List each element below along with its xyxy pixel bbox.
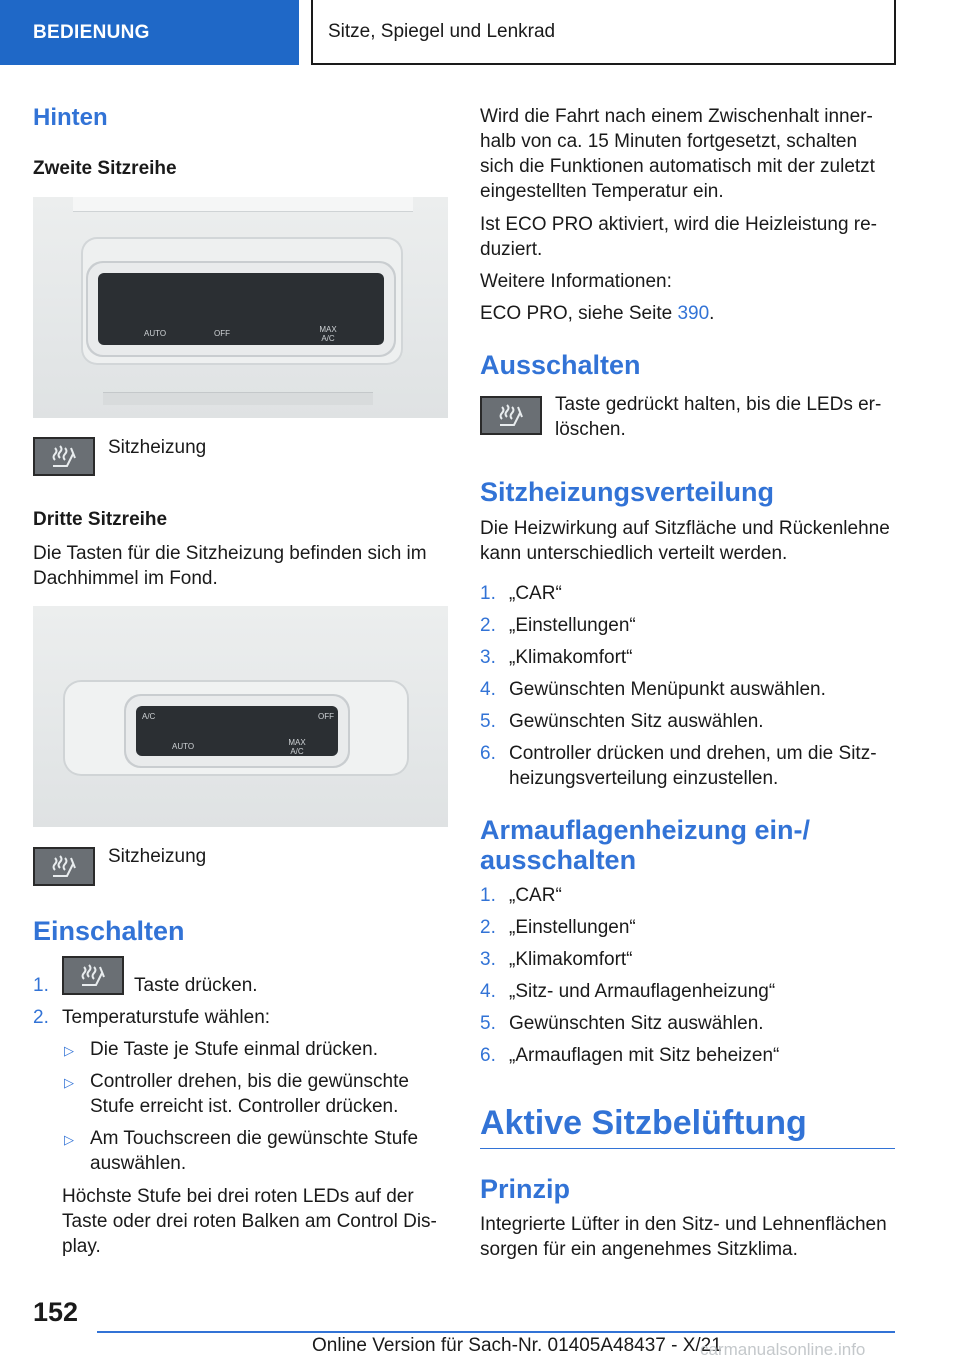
subheading-zweite-sitzreihe: Zweite Sitzreihe	[33, 158, 177, 179]
step-text: „Einstellungen“	[509, 615, 636, 636]
intro-line2: halb von ca. 15 Minuten fortgesetzt, schalten	[480, 131, 858, 152]
step-number: 5.	[480, 711, 496, 732]
step-number: 2.	[480, 917, 496, 938]
verteilung-line1: Die Heizwirkung auf Sitzfläche und Rückenlehne	[480, 518, 890, 539]
panel2-label-off: OFF	[318, 712, 334, 721]
page-number: 152	[33, 1297, 79, 1327]
step-text: Controller drücken und drehen, um die Sitz-	[509, 743, 877, 764]
heading-armauflagenheizung-line2: ausschalten	[480, 845, 637, 875]
seat-heating-icon	[62, 956, 124, 995]
seat-heating-icon	[33, 437, 95, 476]
step1-text: Taste drücken.	[134, 975, 258, 996]
page-link-390[interactable]: 390	[677, 303, 710, 324]
step-text: „Klimakomfort“	[509, 647, 633, 668]
online-version: Online Version für Sach-Nr. 01405A48437 - X/21	[312, 1335, 722, 1356]
chapter-title: Sitze, Spiegel und Lenkrad	[311, 0, 896, 65]
note-line3: play.	[62, 1236, 101, 1257]
caption-sitzheizung-2: Sitzheizung	[108, 846, 207, 867]
note-line1: Höchste Stufe bei drei roten LEDs auf der	[62, 1186, 414, 1207]
step-number: 1.	[480, 583, 496, 604]
heading-underline	[480, 1148, 895, 1149]
aus-line1: Taste gedrückt halten, bis die LEDs er-	[555, 394, 882, 415]
intro-line3: sich die Funktionen automatisch mit der zuletzt	[480, 156, 875, 177]
step-number: 5.	[480, 1013, 496, 1034]
verteilung-line2: kann unterschiedlich verteilt werden.	[480, 543, 788, 564]
step-number: 6.	[480, 743, 496, 764]
watermark: carmanualsonline.info	[700, 1340, 866, 1359]
footer-rule	[97, 1331, 895, 1333]
intro-line1: Wird die Fahrt nach einem Zwischenhalt inner-	[480, 106, 873, 127]
photo-second-row-panel	[33, 197, 448, 418]
step-text: „Einstellungen“	[509, 917, 636, 938]
aus-line2: löschen.	[555, 419, 626, 440]
bullet-triangle-icon: ▷	[64, 1075, 74, 1090]
step-text: „CAR“	[509, 583, 562, 604]
step-text: Gewünschten Menüpunkt auswählen.	[509, 679, 826, 700]
seat-heating-icon	[33, 847, 95, 886]
heading-einschalten: Einschalten	[33, 916, 185, 946]
step-text: heizungsverteilung einzustellen.	[509, 768, 779, 789]
eco-line1: Ist ECO PRO aktiviert, wird die Heizleistung re-	[480, 214, 878, 235]
bullet-2-line2: Stufe erreicht ist. Controller drücken.	[90, 1096, 399, 1117]
dritte-text-line1: Die Tasten für die Sitzheizung befinden sich im	[33, 543, 427, 564]
step-number: 3.	[480, 647, 496, 668]
dritte-text-line2: Dachhimmel im Fond.	[33, 568, 218, 589]
heading-ausschalten: Ausschalten	[480, 350, 641, 380]
step-number: 2.	[33, 1007, 49, 1028]
panel2-label-auto: AUTO	[172, 742, 195, 751]
section-tab: BEDIENUNG	[0, 0, 299, 65]
prinzip-line2: sorgen für ein angenehmes Sitzklima.	[480, 1239, 798, 1260]
seat-heating-icon	[480, 396, 542, 435]
panel1-label-off: OFF	[214, 329, 230, 338]
bullet-3-line2: auswählen.	[90, 1153, 187, 1174]
panel1-label-max-ac: MAX A/C	[319, 325, 337, 343]
heading-hinten: Hinten	[33, 104, 108, 131]
eco-ref-text: ECO PRO, siehe Seite	[480, 303, 678, 324]
step-text: Gewünschten Sitz auswählen.	[509, 1013, 764, 1034]
climate-panel-second-row	[98, 273, 384, 345]
more-info: Weitere Informationen:	[480, 271, 672, 292]
step-text: „Sitz- und Armauflagenheizung“	[509, 981, 776, 1002]
step-text: „Armauflagen mit Sitz beheizen“	[509, 1045, 780, 1066]
intro-line4: eingestellten Temperatur ein.	[480, 181, 724, 202]
bullet-2-line1: Controller drehen, bis die gewünschte	[90, 1071, 409, 1092]
bullet-3-line1: Am Touchscreen die gewünschte Stufe	[90, 1128, 419, 1149]
eco-reference	[480, 301, 714, 327]
heading-aktive-sitzbelueftung: Aktive Sitzbelüftung	[480, 1104, 807, 1142]
heading-sitzheizungsverteilung: Sitzheizungsverteilung	[480, 477, 775, 507]
photo-third-row-panel	[33, 606, 448, 827]
bullet-triangle-icon: ▷	[64, 1043, 74, 1058]
note-line2: Taste oder drei roten Balken am Control Dis-	[62, 1211, 437, 1232]
eco-ref-end: .	[709, 303, 715, 324]
panel2-label-ac: A/C	[142, 712, 156, 721]
step-number: 4.	[480, 981, 496, 1002]
caption-sitzheizung-1: Sitzheizung	[108, 437, 207, 458]
climate-panel-third-row	[136, 706, 338, 756]
step-number: 6.	[480, 1045, 496, 1066]
step-text: Gewünschten Sitz auswählen.	[509, 711, 764, 732]
step-text: „Klimakomfort“	[509, 949, 633, 970]
bullet-triangle-icon: ▷	[64, 1132, 74, 1147]
prinzip-line1: Integrierte Lüfter in den Sitz- und Lehnenflächen	[480, 1214, 887, 1235]
step2-text: Temperaturstufe wählen:	[62, 1007, 271, 1028]
step-number: 1.	[33, 975, 49, 996]
heading-armauflagenheizung-line1: Armauflagenheizung ein-/	[480, 815, 811, 845]
heading-prinzip: Prinzip	[480, 1174, 571, 1204]
bullet-1-line1: Die Taste je Stufe einmal drücken.	[90, 1039, 378, 1060]
panel1-label-auto: AUTO	[144, 329, 167, 338]
step-text: „CAR“	[509, 885, 562, 906]
panel2-label-max-ac: MAX A/C	[288, 738, 306, 756]
step-number: 4.	[480, 679, 496, 700]
step-number: 2.	[480, 615, 496, 636]
step-number: 1.	[480, 885, 496, 906]
subheading-dritte-sitzreihe: Dritte Sitzreihe	[33, 509, 168, 530]
step-number: 3.	[480, 949, 496, 970]
eco-line2: duziert.	[480, 239, 543, 260]
